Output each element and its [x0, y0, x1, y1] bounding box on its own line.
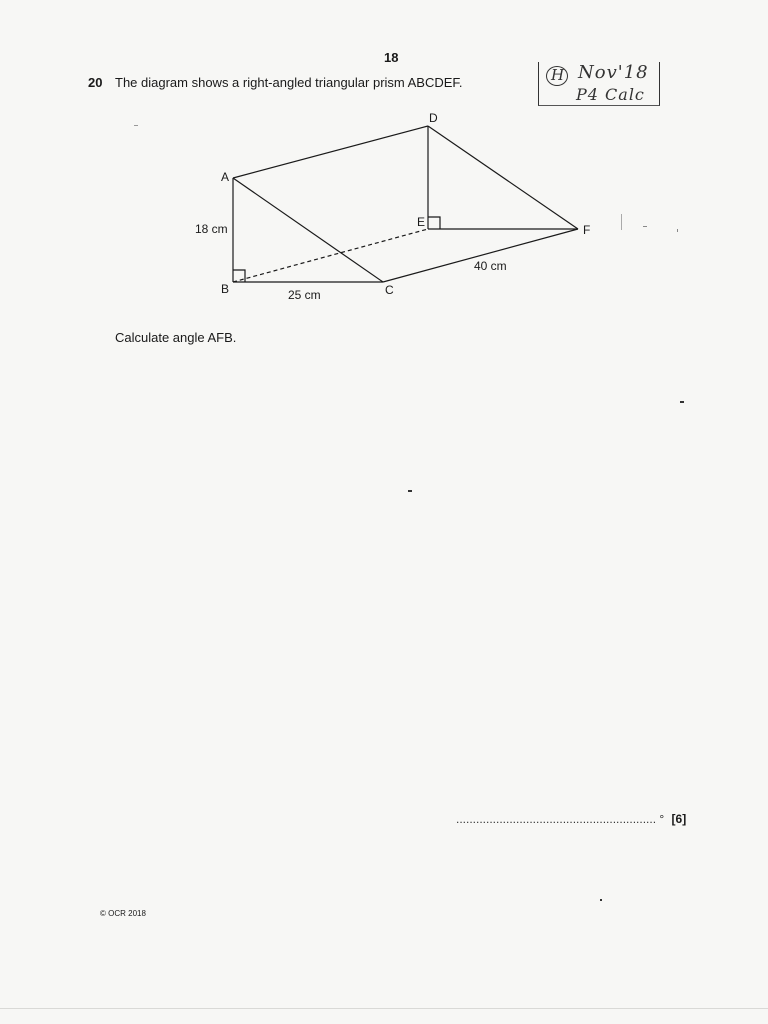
answer-unit: °: [659, 812, 665, 826]
vertex-label-b: B: [221, 282, 230, 296]
right-angle-mark-e: [428, 217, 440, 229]
edge-cf: [383, 229, 578, 282]
question-number: 20: [88, 75, 103, 90]
scan-speck: [134, 125, 138, 126]
marks-label: [6]: [671, 812, 687, 826]
question-text: The diagram shows a right-angled triangular prism ABCDEF.: [115, 75, 463, 90]
vertex-label-c: C: [385, 283, 394, 297]
dimension-ab: 18 cm: [195, 222, 228, 236]
scan-speck: [621, 214, 622, 230]
edge-df: [428, 126, 578, 229]
dimension-cf: 40 cm: [474, 259, 507, 273]
scan-speck: [677, 229, 678, 232]
dimension-bc: 25 cm: [288, 288, 321, 302]
scan-speck: [408, 490, 412, 492]
vertex-label-d: D: [429, 111, 438, 125]
scan-speck: [600, 899, 602, 901]
copyright: © OCR 2018: [100, 909, 146, 918]
page-edge-line: [0, 1008, 768, 1009]
edge-ad: [233, 126, 428, 178]
handwritten-session: Nov'18: [578, 62, 649, 83]
handwritten-paper: P4 Calc: [576, 85, 645, 104]
question-prompt: Calculate angle AFB.: [115, 330, 237, 345]
prism-diagram: [0, 0, 768, 340]
answer-dots: ............................................................: [456, 812, 657, 826]
vertex-label-f: F: [583, 223, 591, 237]
answer-line: [456, 812, 686, 826]
vertex-label-a: A: [221, 170, 230, 184]
scan-speck: [680, 401, 684, 403]
edge-ac: [233, 178, 383, 282]
vertex-label-e: E: [417, 215, 426, 229]
handwritten-tier-letter: H: [551, 66, 565, 84]
scan-speck: [643, 226, 647, 227]
page-number: 18: [384, 50, 399, 65]
right-angle-mark-b: [233, 270, 245, 282]
edge-be-hidden: [233, 229, 428, 282]
